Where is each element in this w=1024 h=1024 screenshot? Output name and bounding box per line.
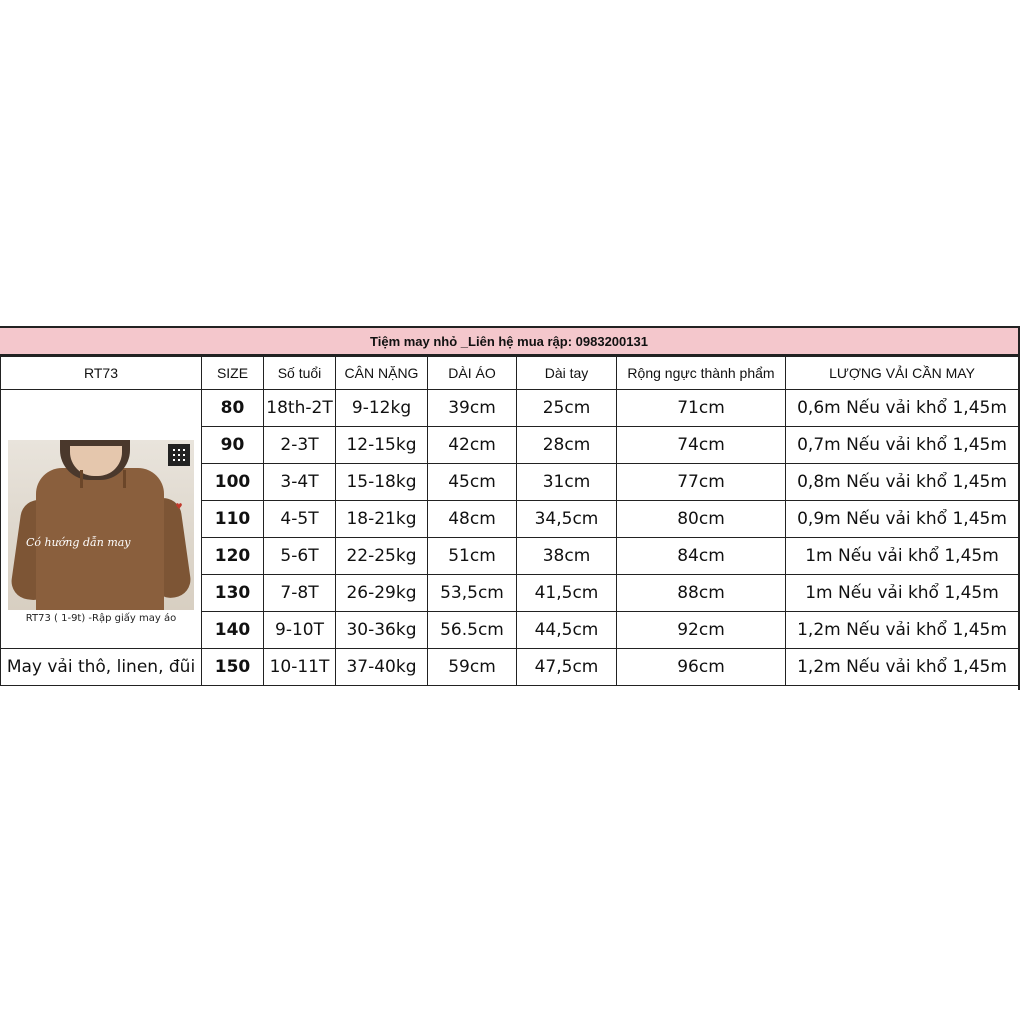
- cell-fabric: 1,2m Nếu vải khổ 1,45m: [786, 649, 1019, 686]
- cell-length: 56.5cm: [428, 612, 517, 649]
- cell-age: 18th-2T: [264, 390, 336, 427]
- cell-chest: 84cm: [617, 538, 786, 575]
- cell-size: 140: [202, 612, 264, 649]
- cell-sleeve: 31cm: [517, 464, 617, 501]
- cell-length: 42cm: [428, 427, 517, 464]
- cell-weight: 37-40kg: [336, 649, 428, 686]
- cell-weight: 18-21kg: [336, 501, 428, 538]
- cell-age: 2-3T: [264, 427, 336, 464]
- cell-weight: 12-15kg: [336, 427, 428, 464]
- cell-chest: 92cm: [617, 612, 786, 649]
- cell-length: 51cm: [428, 538, 517, 575]
- cell-fabric: 0,9m Nếu vải khổ 1,45m: [786, 501, 1019, 538]
- cell-age: 10-11T: [264, 649, 336, 686]
- cell-sleeve: 41,5cm: [517, 575, 617, 612]
- cell-length: 53,5cm: [428, 575, 517, 612]
- cell-size: 130: [202, 575, 264, 612]
- cell-chest: 88cm: [617, 575, 786, 612]
- table-row: [1, 390, 1019, 427]
- cell-chest: 96cm: [617, 649, 786, 686]
- heart-logo-icon: ♥: [175, 501, 183, 511]
- sheet-title: Tiệm may nhỏ _Liên hệ mua rập: 0983200131: [0, 326, 1018, 356]
- header-sleeve: Dài tay: [517, 357, 617, 390]
- cell-fabric: 1m Nếu vải khổ 1,45m: [786, 575, 1019, 612]
- cell-weight: 9-12kg: [336, 390, 428, 427]
- cell-size: 100: [202, 464, 264, 501]
- cell-size: 110: [202, 501, 264, 538]
- cell-weight: 22-25kg: [336, 538, 428, 575]
- product-photo-cell: [1, 390, 202, 649]
- cell-fabric: 1,2m Nếu vải khổ 1,45m: [786, 612, 1019, 649]
- cell-age: 9-10T: [264, 612, 336, 649]
- header-row: [1, 357, 1019, 390]
- cell-sleeve: 38cm: [517, 538, 617, 575]
- header-chest: Rộng ngực thành phẩm: [617, 357, 786, 390]
- cell-weight: 30-36kg: [336, 612, 428, 649]
- cell-length: 39cm: [428, 390, 517, 427]
- header-code: RT73: [1, 357, 202, 390]
- cell-chest: 71cm: [617, 390, 786, 427]
- cell-length: 45cm: [428, 464, 517, 501]
- cell-length: 59cm: [428, 649, 517, 686]
- cell-chest: 77cm: [617, 464, 786, 501]
- cell-fabric: 0,8m Nếu vải khổ 1,45m: [786, 464, 1019, 501]
- header-fabric: LƯỢNG VẢI CẦN MAY: [786, 357, 1019, 390]
- shirt-collar: [80, 470, 126, 488]
- cell-chest: 80cm: [617, 501, 786, 538]
- cell-size: 150: [202, 649, 264, 686]
- cell-chest: 74cm: [617, 427, 786, 464]
- table-row: [1, 649, 1019, 686]
- cell-age: 5-6T: [264, 538, 336, 575]
- cell-age: 4-5T: [264, 501, 336, 538]
- cell-sleeve: 28cm: [517, 427, 617, 464]
- photo-caption: Có hướng dẫn may: [26, 535, 131, 549]
- size-table: [0, 356, 1019, 686]
- header-age: Số tuổi: [264, 357, 336, 390]
- cell-fabric: 0,6m Nếu vải khổ 1,45m: [786, 390, 1019, 427]
- header-size: SIZE: [202, 357, 264, 390]
- cell-sleeve: 34,5cm: [517, 501, 617, 538]
- cell-sleeve: 47,5cm: [517, 649, 617, 686]
- cell-length: 48cm: [428, 501, 517, 538]
- cell-age: 3-4T: [264, 464, 336, 501]
- cell-sleeve: 25cm: [517, 390, 617, 427]
- cell-weight: 15-18kg: [336, 464, 428, 501]
- cell-fabric: 0,7m Nếu vải khổ 1,45m: [786, 427, 1019, 464]
- fabric-note: May vải thô, linen, đũi: [1, 649, 202, 686]
- header-weight: CÂN NẶNG: [336, 357, 428, 390]
- cell-size: 90: [202, 427, 264, 464]
- header-length: DÀI ÁO: [428, 357, 517, 390]
- shirt-photo: [8, 440, 194, 610]
- qr-code-icon: [168, 444, 190, 466]
- cell-sleeve: 44,5cm: [517, 612, 617, 649]
- cell-weight: 26-29kg: [336, 575, 428, 612]
- cell-fabric: 1m Nếu vải khổ 1,45m: [786, 538, 1019, 575]
- cell-age: 7-8T: [264, 575, 336, 612]
- cell-size: 80: [202, 390, 264, 427]
- cell-size: 120: [202, 538, 264, 575]
- photo-label: RT73 ( 1-9t) -Rập giấy may áo: [25, 612, 177, 624]
- product-photo: [8, 440, 194, 610]
